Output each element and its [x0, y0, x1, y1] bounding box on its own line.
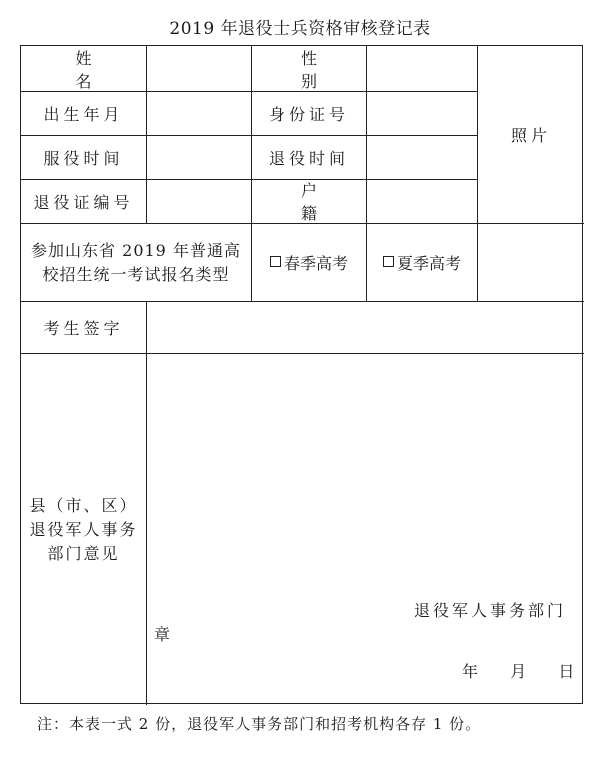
service-field[interactable] — [147, 135, 251, 179]
day-label: 日 — [558, 662, 575, 681]
checkbox-icon[interactable] — [383, 256, 394, 267]
exam-type-label — [21, 224, 251, 301]
option-spring-label: 春季高考 — [283, 254, 348, 273]
option-summer-label: 夏季高考 — [396, 254, 461, 273]
opinion-label-line3: 部门意见 — [47, 543, 120, 563]
exam-type-label-line1: 参加山东省 2019 年普通高 — [31, 240, 241, 260]
retire-label: 退役时间 — [268, 148, 349, 168]
photo-box[interactable]: 照片 — [510, 126, 551, 145]
opinion-field[interactable] — [147, 354, 584, 705]
cert-field[interactable] — [147, 179, 251, 223]
month-label: 月 — [510, 662, 527, 681]
footnote: 注：本表一式 2 份，退役军人事务部门和招考机构各存 1 份。 — [37, 715, 482, 733]
option-summer[interactable] — [367, 224, 477, 301]
year-label: 年 — [462, 662, 479, 681]
name-field[interactable] — [147, 46, 251, 91]
id-field[interactable] — [367, 91, 477, 135]
birth-label: 出生年月 — [43, 104, 124, 124]
id-label: 身份证号 — [268, 104, 349, 124]
gender-field[interactable] — [367, 46, 477, 91]
checkbox-icon[interactable] — [270, 256, 281, 267]
service-label: 服役时间 — [43, 148, 124, 168]
option-spring[interactable] — [252, 224, 366, 301]
seal-label: 章 — [154, 625, 171, 644]
opinion-label-line2: 退役军人事务 — [29, 519, 138, 539]
exam-type-label-line2: 校招生统一考试报名类型 — [42, 264, 230, 284]
stamp-dept-text: 退役军人事务部门 — [414, 601, 567, 620]
gender-label: 性 别 — [300, 48, 357, 91]
date-line — [462, 659, 574, 682]
retire-field[interactable] — [367, 135, 477, 179]
signature-field[interactable] — [147, 302, 584, 353]
opinion-label-line1: 县（市、区） — [29, 495, 138, 515]
birth-field[interactable] — [147, 91, 251, 135]
signature-label: 考生签字 — [43, 319, 124, 338]
opinion-label — [21, 354, 146, 705]
cert-label: 退役证编号 — [33, 192, 134, 212]
household-field[interactable] — [367, 179, 477, 223]
form-title: 2019 年退役士兵资格审核登记表 — [169, 19, 431, 39]
household-label: 户 籍 — [300, 181, 357, 223]
name-label: 姓 名 — [75, 48, 132, 91]
